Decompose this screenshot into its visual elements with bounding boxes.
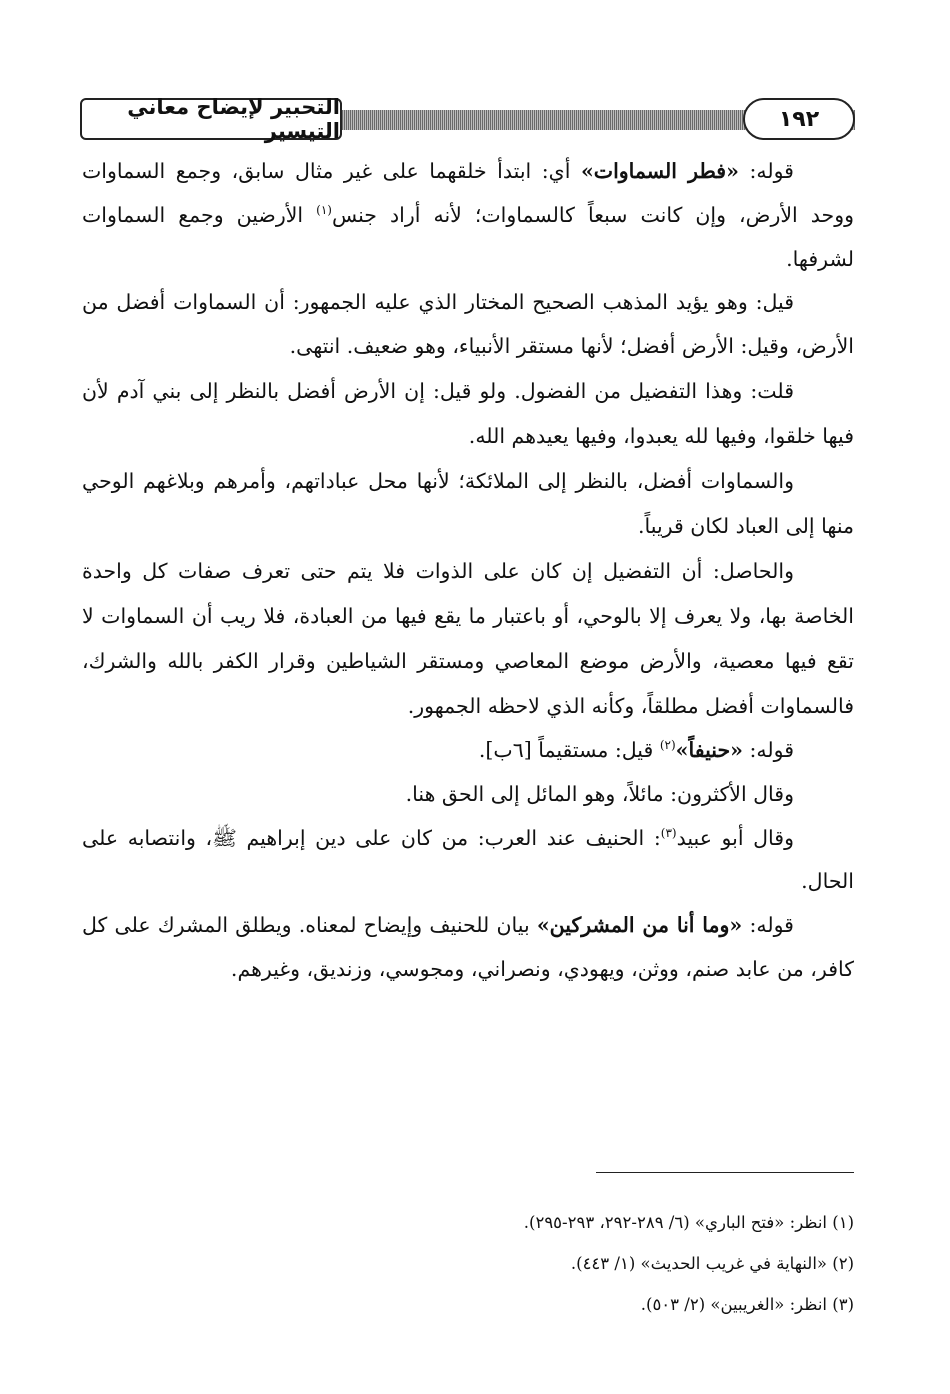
footnote-ref-2: (٢) [659, 738, 676, 753]
paragraph-5: والحاصل: أن التفضيل إن كان على الذوات فلا يتم حتى تعرف صفات كل واحدة الخاصة بها، ولا يعرف إلا بالوحي، أو باعتبار ما يقع فيها من العبادة، فلا ريب أن السماوات لا تقع فيها معصية، والأرض موضع المعاصي ومستقر الشياطين وقرار الكفر بالله والشرك، فالسماوات أفضل مطلقاً، وكأنه الذي لاحظه الجمهور. [82, 558, 854, 718]
paragraph-1-text-a: أي: ابتدأ خلقهما على غير مثال سابق، وجمع السماوات ووحد الأرض، وإن كانت سبعاً كالسماوات؛ لأنه أراد جنس [82, 159, 854, 227]
quoted-phrase: «فطر السماوات» [580, 159, 739, 183]
footnote-ref-3: (٣) [660, 825, 677, 840]
main-text [82, 150, 854, 992]
paragraph-9 [82, 904, 854, 992]
footnote-1: (١) انظر: «فتح الباري» (٦/ ٢٨٩-٢٩٢، ٢٩٣-٢٩٥). [523, 1213, 854, 1232]
paragraph-1 [82, 150, 854, 281]
paragraph-1-text-b: الأرضين وجمع السماوات لشرفها. [82, 202, 854, 271]
paragraph-8-lead: وقال أبو عبيد [676, 825, 794, 850]
running-title: التحبير لإيضاح معاني التيسير [80, 98, 342, 140]
footnote-2: (٢) «النهاية في غريب الحديث» (١/ ٤٤٣). [570, 1254, 854, 1273]
footnote-separator [596, 1172, 854, 1173]
paragraph-6-text: قيل: مستقيماً [٦ب]. [478, 737, 660, 762]
paragraph-3: قلت: وهذا التفضيل من الفضول. ولو قيل: إن الأرض أفضل بالنظر إلى بني آدم لأن فيها خلقوا، وفيها لله يعبدوا، وفيها يعيدهم الله. [82, 378, 854, 448]
paragraph-4: والسماوات أفضل، بالنظر إلى الملائكة؛ لأنها محل عباداتهم، وأمرهم وبلاغهم الوحي منها إلى العباد لكان قريباً. [82, 468, 854, 538]
footnotes [300, 1202, 854, 1325]
quoted-phrase: «وما أنا من المشركين» [536, 913, 743, 938]
footnote-ref-1: (١) [316, 202, 332, 217]
paragraph-9-lead: قوله: [742, 913, 794, 938]
paragraph-9-text: بيان للحنيف وإيضاح لمعناه. ويطلق المشرك على كل كافر، من عابد صنم، ووثن، ويهودي، ونصراني، ومجوسي، وزنديق، وغيرهم. [82, 913, 854, 981]
quoted-phrase: «حنيفاً» [675, 737, 743, 762]
page-number: ١٩٢ [743, 98, 855, 140]
paragraph-6-lead: قوله: [742, 737, 794, 762]
footnote-3: (٣) انظر: «الغريبين» (٢/ ٥٠٣). [640, 1295, 854, 1314]
page-header [80, 95, 855, 148]
paragraph-7: وقال الأكثرون: مائلاً، وهو المائل إلى الحق هنا. [405, 781, 794, 806]
paragraph-8 [82, 817, 854, 905]
paragraph-1-lead: قوله: [738, 159, 794, 183]
paragraph-6 [82, 729, 854, 773]
paragraph-8-text: : الحنيف عند العرب: من كان على دين إبراهيم ﷺ، وانتصابه على الحال. [82, 825, 854, 894]
paragraph-2: قيل: وهو يؤيد المذهب الصحيح المختار الذي عليه الجمهور: أن السماوات أفضل من الأرض، وقيل: الأرض أفضل؛ لأنها مستقر الأنبياء، وهو ضعيف. انتهى. [82, 290, 854, 359]
